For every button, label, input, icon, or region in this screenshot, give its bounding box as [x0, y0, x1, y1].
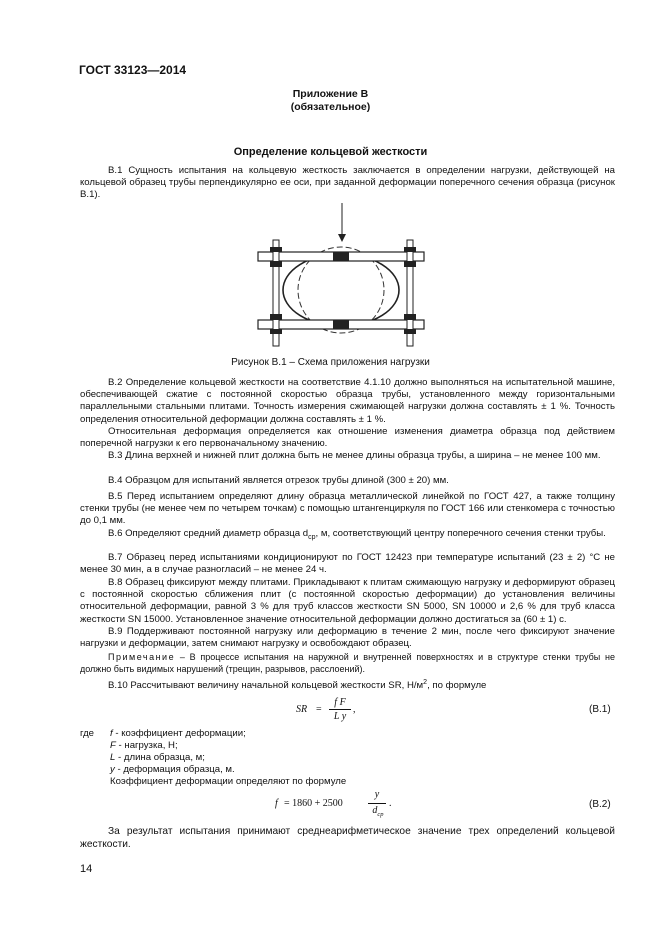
formula-b2-den-main: d	[372, 805, 378, 816]
appendix-status: (обязательное)	[290, 101, 371, 113]
formula-b1-denominator: L y	[333, 711, 347, 722]
where-text-y: - деформация образца, м.	[114, 764, 235, 775]
formula-b1-fraction-bar	[329, 709, 351, 710]
b6-text-post: , м, соответствующий центру поперечного сечения стенки трубы.	[315, 528, 606, 539]
paragraph-b6	[80, 528, 615, 544]
deformed-pipe-outline	[283, 254, 399, 326]
formula-b2-numerator: y	[374, 789, 380, 800]
contact-block-bottom	[333, 320, 349, 329]
coefficient-intro: Коэффициент деформации определяют по формуле	[110, 776, 347, 787]
paragraph-b3: В.3 Длина верхней и нижней плит должна быть не менее длины образца трубы, а ширина – не менее 100 мм.	[108, 450, 601, 461]
where-label: где	[80, 728, 95, 739]
where-sym-y: y	[110, 764, 115, 775]
b6-subscript: ср	[308, 533, 316, 541]
note-label: Примечание	[108, 652, 176, 662]
note-text: – В процессе испытания на наружной и внутренней поверхностях и в структуре стенки трубы не должно быть видимых нарушений (трещин, разрывов, расслоений).	[80, 652, 615, 674]
formula-b2-den-sub: ср	[377, 811, 384, 818]
nut-bottom-right	[404, 329, 416, 334]
paragraph-b2b: Относительная деформация определяется как отношение изменения диаметра образца под действием поперечной нагрузки к его первоначальному значению.	[80, 426, 615, 450]
where-item-f	[110, 728, 246, 740]
nut-top-left	[270, 247, 282, 252]
b10-text-pre: В.10 Рассчитывают величину начальной кольцевой жесткости SR, Н/м	[108, 680, 424, 692]
paragraph-b5: В.5 Перед испытанием определяют длину образца металлической линейкой по ГОСТ 427, а также толщину стенки трубы (не менее чем по четырем точкам) с помощью штангенциркуля по ГОСТ 166 или стенкомера с точностью до 0,1 мм.	[80, 491, 615, 527]
paragraph-b2: В.2 Определение кольцевой жесткости на соответствие 4.1.10 должно выполняться на испытательной машине, обеспечивающей сжатие с постоянной скоростью образца трубы, установленного между горизонтальными параллельными стальными плитами. Точность измерения сжимающей нагрузки должна составлять ± 1 %. Точность определения относительной деформации должна составлять ± 1 %.	[80, 377, 615, 425]
nut-top-right	[404, 247, 416, 252]
note	[80, 651, 615, 675]
page-number: 14	[80, 863, 93, 875]
nut-bottom-right-upper	[404, 314, 416, 320]
section-title: Определение кольцевой жесткости	[233, 146, 428, 158]
formula-b2-tail: .	[389, 798, 392, 809]
figure-caption: Рисунок В.1 – Схема приложения нагрузки	[231, 357, 430, 368]
paragraph-b9: В.9 Поддерживают постоянной нагрузку или деформацию в течение 2 мин, после чего фиксируют значение нагрузки и деформации, затем снимают нагрузку и освобождают образец.	[80, 626, 615, 650]
formula-b2	[275, 789, 415, 823]
formula-b1-numerator: f F	[334, 697, 346, 708]
paragraph-result: За результат испытания принимают среднеарифметическое значение трех определений кольцевой жесткости.	[80, 826, 615, 850]
paragraph-b8: В.8 Образец фиксируют между плитами. Прикладывают к плитам сжимающую нагрузку и деформируют образец с постоянной скоростью сближения плит (с постоянной скоростью деформации) до установления величины относительной деформации, равной 3 % для труб классов жесткости SN 5000, SN 10000 и 2,6 % для труб класса жесткости SN 15000. Установленное значение относительной деформации должно достигаться за (60 ± 1) с.	[80, 577, 615, 625]
where-text-F: - нагрузка, Н;	[115, 740, 178, 751]
nut-top-right-lower	[404, 261, 416, 267]
where-text-L: - длина образца, м;	[115, 752, 205, 763]
formula-b2-lhs: f	[275, 798, 278, 809]
appendix-title: Приложение В	[292, 88, 369, 100]
paragraph-b7: В.7 Образец перед испытаниями кондиционируют по ГОСТ 12423 при температуре испытаний (23 ± 2) °С не менее 30 мин, а в случае разногласий – не менее 24 ч.	[80, 552, 615, 576]
where-text-f: - коэффициент деформации;	[112, 728, 246, 739]
nut-top-left-lower	[270, 261, 282, 267]
formula-b1	[296, 697, 376, 727]
b10-text-post: , по формуле	[427, 680, 487, 692]
formula-b1-number: (В.1)	[589, 704, 611, 715]
nut-bottom-left	[270, 329, 282, 334]
formula-b2-denominator	[368, 805, 388, 818]
where-sym-f: f	[110, 728, 113, 739]
document-header: ГОСТ 33123—2014	[79, 63, 187, 77]
where-item-y	[110, 764, 235, 776]
contact-block-top	[333, 252, 349, 261]
formula-b2-eq: = 1860 + 2500	[284, 798, 343, 809]
test-scheme-figure	[240, 200, 440, 350]
nut-bottom-left-upper	[270, 314, 282, 320]
b6-text-pre: В.6 Определяют средний диаметр образца d	[108, 528, 309, 539]
formula-b1-eq: =	[316, 704, 322, 715]
paragraph-b4: В.4 Образцом для испытаний является отрезок трубы длиной (300 ± 20) мм.	[108, 475, 449, 486]
paragraph-b10	[80, 677, 615, 692]
where-sym-F: F	[110, 740, 116, 751]
formula-b2-number: (В.2)	[589, 799, 611, 810]
where-item-F	[110, 740, 178, 752]
load-arrow-head	[338, 234, 346, 242]
where-item-L	[110, 752, 205, 764]
formula-b1-tail: ,	[353, 704, 356, 715]
where-sym-L: L	[110, 752, 116, 763]
formula-b1-lhs: SR	[296, 704, 308, 715]
paragraph-b1: В.1 Сущность испытания на кольцевую жесткость заключается в определении нагрузки, действующей на кольцевой образец трубы перпендикулярно ее оси, при заданной деформации поперечного сечения образца (рисунок В.1).	[80, 165, 615, 201]
b10-superscript: 2	[423, 679, 428, 686]
formula-b2-fraction-bar	[368, 803, 386, 804]
